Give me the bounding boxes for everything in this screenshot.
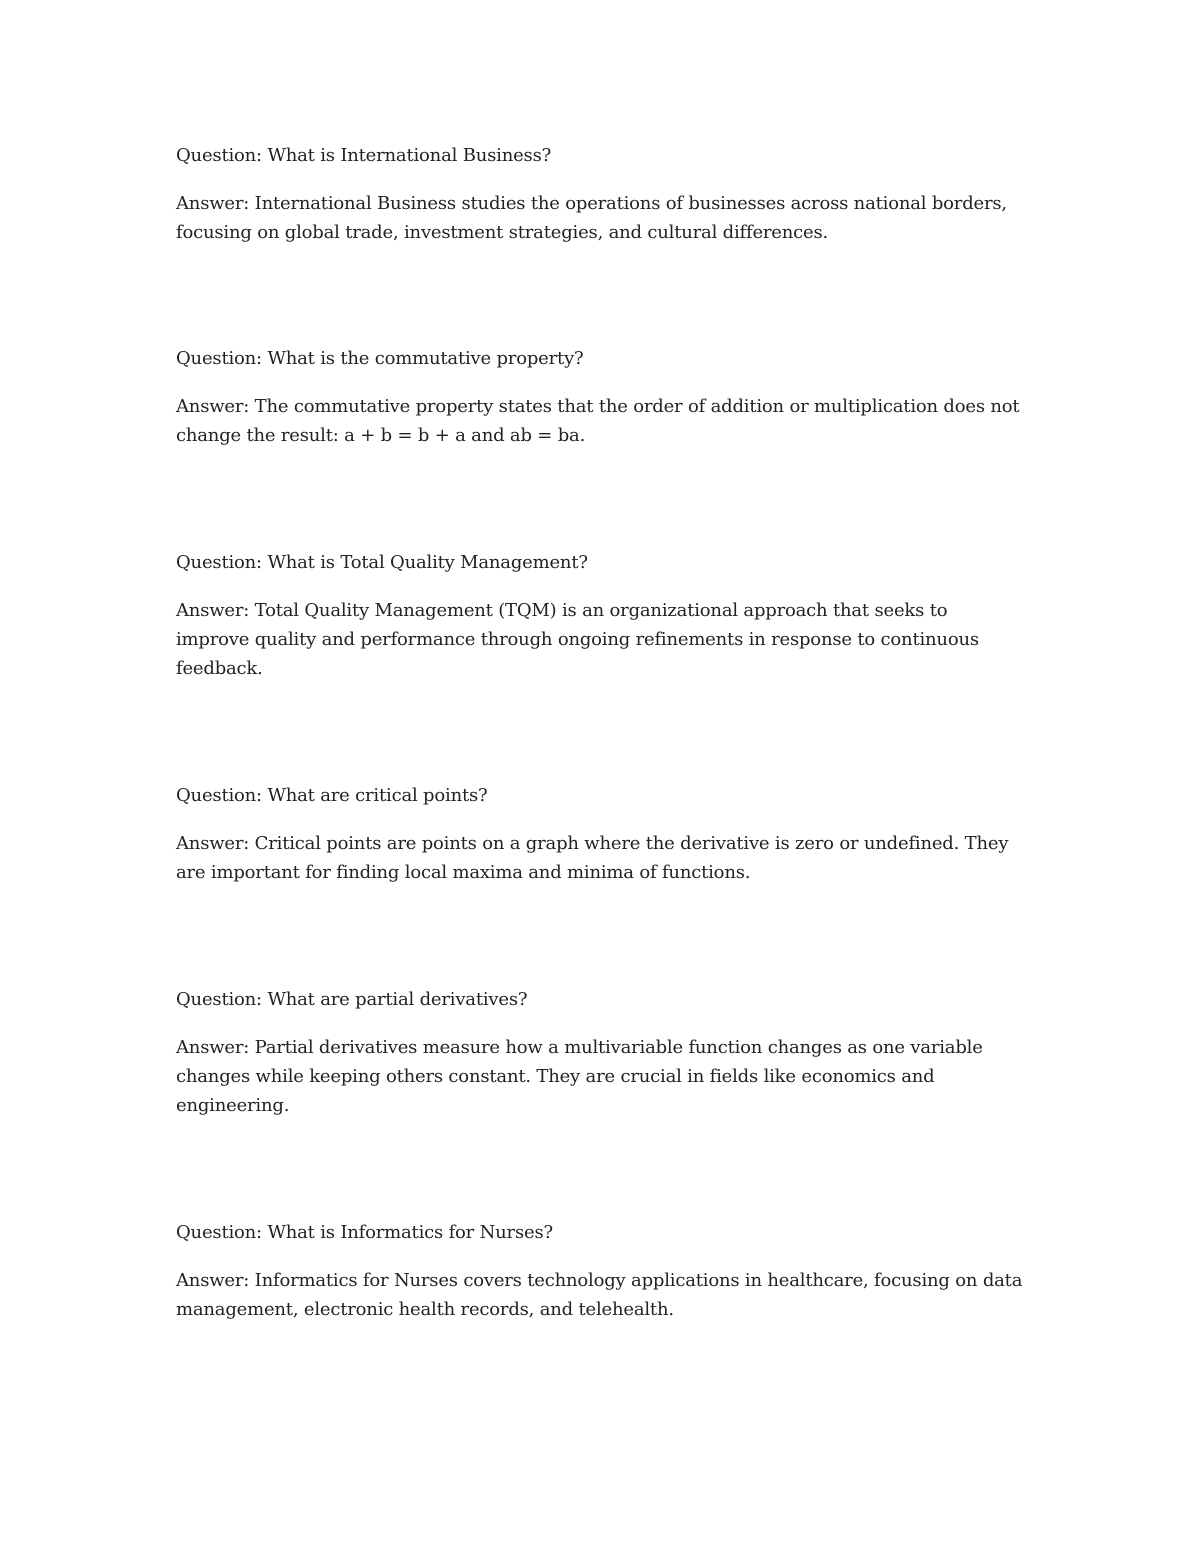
question-text: Question: What is Total Quality Management? [176, 552, 588, 573]
qa-item [176, 985, 1026, 1120]
question-text: Question: What is the commutative property? [176, 348, 584, 369]
question-text: Question: What are partial derivatives? [176, 989, 528, 1010]
question-text: Question: What is International Business? [176, 145, 552, 166]
question-text: Question: What is Informatics for Nurses? [176, 1222, 553, 1243]
qa-item [176, 344, 1026, 450]
qa-item [176, 1218, 1026, 1324]
question-text: Question: What are critical points? [176, 785, 488, 806]
answer-text: Answer: International Business studies the operations of businesses across national borders, focusing on global trade, investment strategies, and cultural differences. [176, 193, 1007, 243]
answer-text: Answer: Informatics for Nurses covers technology applications in healthcare, focusing on data management, electronic health records, and telehealth. [176, 1270, 1023, 1320]
answer-text: Answer: The commutative property states that the order of addition or multiplication does not change the result: a + b = b + a and ab = ba. [176, 396, 1020, 446]
qa-item [176, 781, 1026, 887]
qa-item [176, 141, 1026, 247]
answer-text: Answer: Partial derivatives measure how a multivariable function changes as one variable changes while keeping others constant. They are crucial in fields like economics and engineering. [176, 1037, 983, 1116]
qa-item [176, 548, 1026, 683]
answer-text: Answer: Total Quality Management (TQM) is an organizational approach that seeks to improve quality and performance through ongoing refinements in response to continuous feedback. [176, 600, 979, 679]
answer-text: Answer: Critical points are points on a graph where the derivative is zero or undefined. They are important for finding local maxima and minima of functions. [176, 833, 1009, 883]
